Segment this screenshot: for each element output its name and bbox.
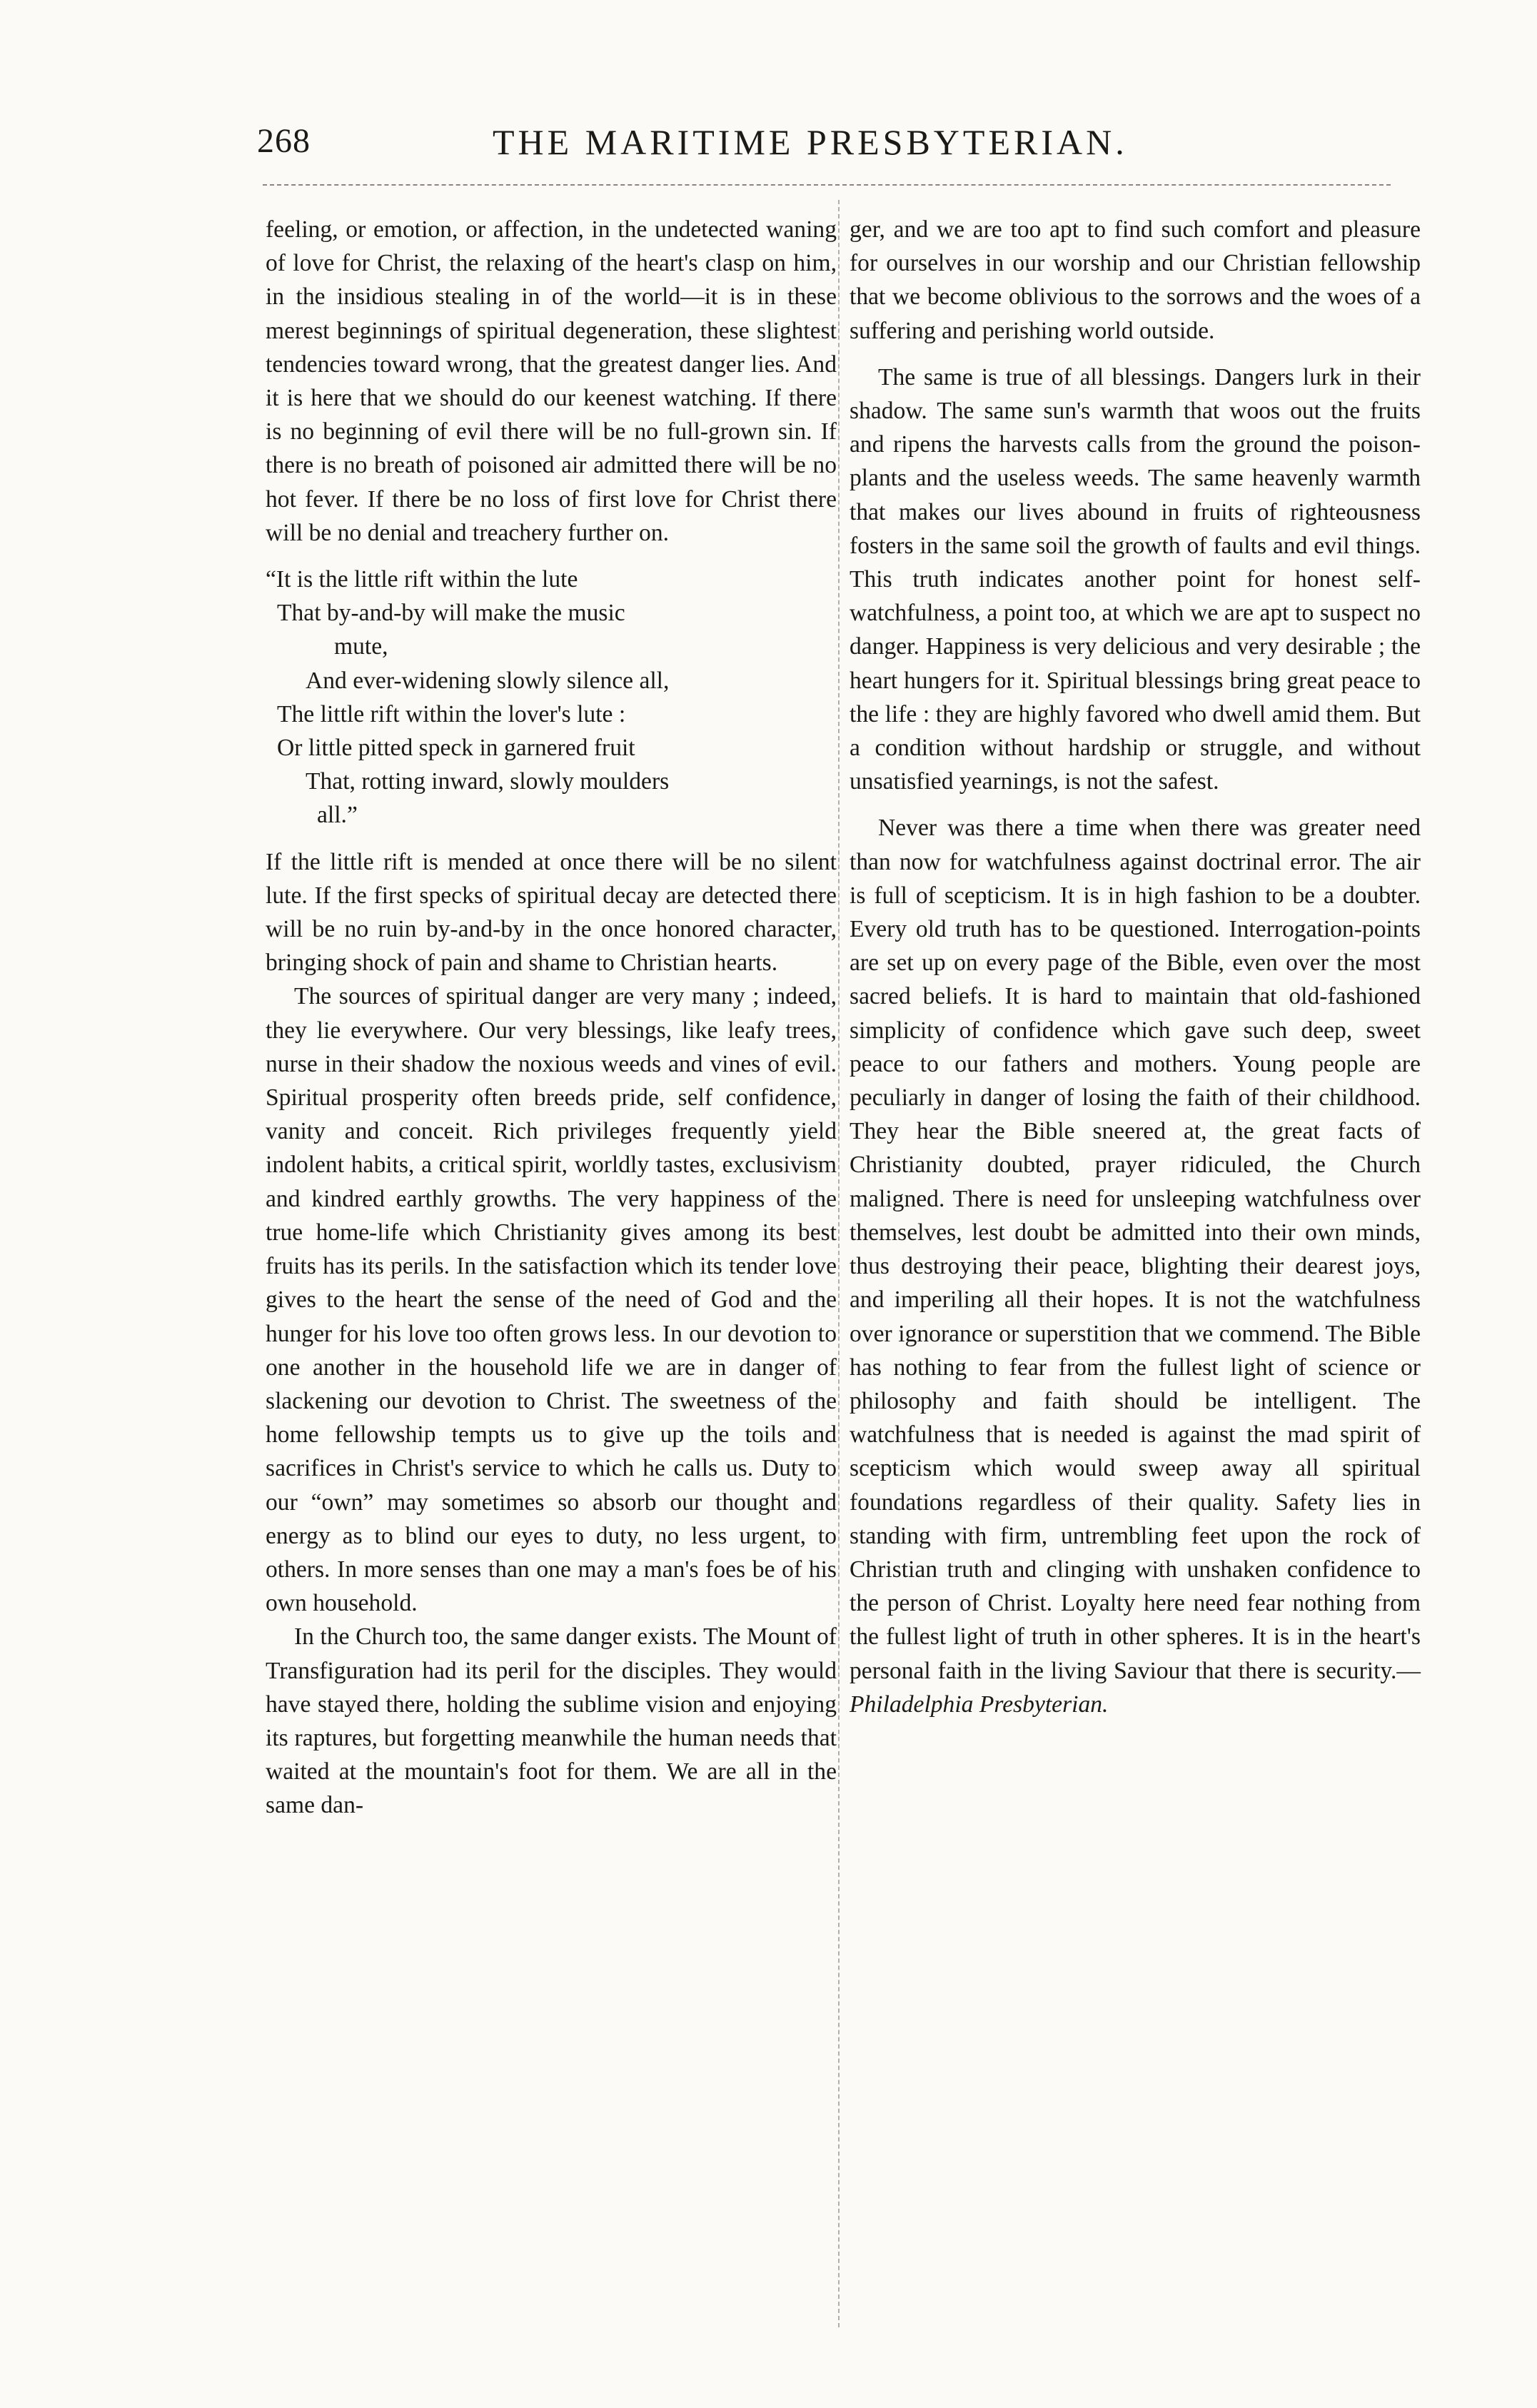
poem-line: “It is the little rift within the lute (266, 566, 578, 593)
poem-line: That, rotting inward, slowly moulders (306, 768, 670, 795)
poem-line: That by-and-by will make the music (277, 600, 625, 627)
paragraph: The sources of spiritual danger are very many ; indeed, they lie everywhere. Our very blessings, like leafy trees, nurse in their shadow the noxious weeds and vines of evil. Spiritual prosperity often breeds pride, self confidence, vanity and conceit. Rich privileges frequently yield indolent habits, a critical spirit, worldly tastes, exclusivism and kindred earthly growths. The very happiness of the true home-life which Christianity gives among its best fruits has its perils. In the satisfaction which its tender love gives to the heart the sense of the need of God and the hunger for his love too often grows less. In our devotion to one another in the household life we are in danger of slackening our devotion to Christ. The sweetness of the home fellowship tempts us to give up the toils and sacrifices in Christ's service to which he calls us. Duty to our “own” may sometimes so absorb our thought and energy as to blind our eyes to duty, no less urgent, to others. In more senses than one may a man's foes be of his own household. (266, 983, 837, 1617)
poem-line: The little rift within the lover's lute : (277, 700, 626, 727)
paragraph: feeling, or emotion, or affection, in the undetected waning of love for Christ, the relaxing of the heart's clasp on him, in the insidious stealing in of the world—it is in these merest beginnings of spiritual degeneration, these slightest tendencies toward wrong, that the greatest danger lies. And it is here that we should do our keenest watching. If there is no beginning of evil there will be no full-grown sin. If there is no breath of poisoned air admitted there will be no hot fever. If there be no loss of first love for Christ there will be no denial and treachery further on. (266, 216, 837, 546)
right-column (850, 213, 1421, 1721)
page-number: 268 (257, 122, 311, 160)
paragraph: The same is true of all blessings. Dangers lurk in their shadow. The same sun's warmth that woos out the fruits and ripens the harvests calls from the ground the poison-plants and the useless weeds. The same heavenly warmth that makes our lives abound in fruits of righteousness fosters in the same soil the growth of faults and evil things. This truth indicates another point for honest self-watchfulness, a point too, at which we are apt to suspect no danger. Happiness is very delicious and very desirable ; the heart hungers for it. Spiritual blessings bring great peace to the life : they are highly favored who dwell amid them. But a condition without hardship or struggle, and without unsatisfied yearnings, is not the safest. (850, 363, 1421, 795)
paragraph: If the little rift is mended at once there will be no silent lute. If the first specks of spiritual decay are detected there will be no ruin by-and-by in the once honored character, bringing shock of pain and shame to Christian hearts. (266, 848, 837, 977)
paragraph-text: Never was there a time when there was greater need than now for watchfulness against doctrinal error. The air is full of scepticism. It is in high fashion to be a doubter. Every old truth has to be questioned. Interrogation-points are set up on every page of the Bible, even over the most sacred beliefs. It is hard to maintain that old-fashioned simplicity of confidence which gave such deep, sweet peace to our fathers and mothers. Young people are peculiarly in danger of losing the faith of their childhood. They hear the Bible sneered at, the great facts of Christianity doubted, prayer ridiculed, the Church maligned. There is need for unsleeping watchfulness over themselves, lest doubt be admitted into their own minds, thus destroying their peace, blighting their dearest joys, and imperiling all their hopes. It is not the watchfulness over ignorance or superstition that we commend. The Bible has nothing to fear from the fullest light of science or philosophy and faith should be intelligent. The watchfulness that is needed is against the mad spirit of scepticism which would sweep away all spiritual foundations regardless of their quality. Safety lies in standing with firm, untrembling feet upon the rock of Christian truth and clinging with unshaken confidence to the person of Christ. Loyalty here need fear nothing from the fullest light of truth in other spheres. It is in the heart's personal faith in the living Saviour that there is security.— (850, 815, 1421, 1684)
paragraph (850, 811, 1421, 1721)
page-header (257, 121, 1185, 178)
column-divider (838, 200, 840, 2327)
running-title: THE MARITIME PRESBYTERIAN. (493, 122, 1128, 162)
poem-line: And ever-widening slowly silence all, (306, 667, 670, 694)
poem-quote (266, 563, 837, 832)
paragraph: In the Church too, the same danger exists. The Mount of Transfiguration had its peril for the disciples. They would have stayed there, holding the sublime vision and enjoying its raptures, but forgetting meanwhile the human needs that waited at the mountain's foot for them. We are all in the same dan- (266, 1623, 837, 1819)
poem-line: all.” (317, 802, 358, 829)
header-rule (263, 184, 1391, 186)
poem-line: Or little pitted speck in garnered fruit (277, 735, 635, 762)
paragraph: ger, and we are too apt to find such comfort and pleasure for ourselves in our worship and our Christian fellowship that we become oblivious to the sorrows and the woes of a suffering and perishing world outside. (850, 216, 1421, 344)
poem-line: mute, (334, 633, 388, 660)
left-column (266, 213, 837, 1823)
source-attribution: Philadelphia Presbyterian. (850, 1691, 1109, 1718)
